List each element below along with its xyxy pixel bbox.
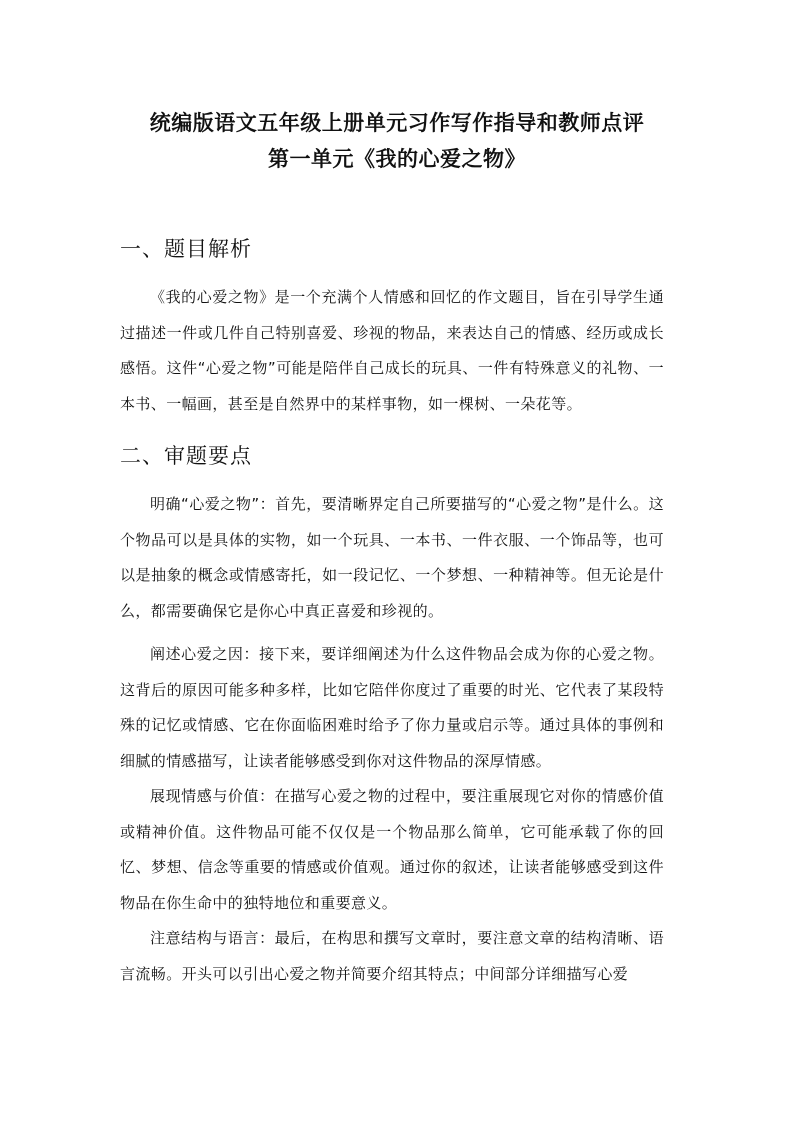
document-title: 统编版语文五年级上册单元习作写作指导和教师点评 [149, 110, 645, 135]
section-heading-topic-analysis: 一、题目解析 [120, 237, 252, 261]
key-point-paragraph-emotion-value: 展现情感与价值：在描写心爱之物的过程中，要注重展现它对你的情感价值或精神价值。这件物品可能不仅仅是一个物品那么简单，它可能承载了你的回忆、梦想、信念等重要的情感或价值观。通过你的叙述，让读者能够感受到这件物品在你生命中的独特地位和重要意义。 [120, 787, 664, 912]
key-point-paragraph-reason: 阐述心爱之因：接下来，要详细阐述为什么这件物品会成为你的心爱之物。这背后的原因可能多种多样，比如它陪伴你度过了重要的时光、它代表了某段特殊的记忆或情感、它在你面临困难时给予了你力量或启示等。通过具体的事例和细腻的情感描写，让读者能够感受到你对这件物品的深厚情感。 [120, 645, 664, 770]
document-subtitle: 第一单元《我的心爱之物》 [268, 146, 526, 171]
section-heading-key-points: 二、审题要点 [120, 444, 252, 468]
topic-analysis-paragraph: 《我的心爱之物》是一个充满个人情感和回忆的作文题目，旨在引导学生通过描述一件或几件自己特别喜爱、珍视的物品，来表达自己的情感、经历或成长感悟。这件“心爱之物”可能是陪伴自己成长的玩具、一件有特殊意义的礼物、一本书、一幅画，甚至是自然界中的某样事物，如一棵树、一朵花等。 [120, 288, 664, 413]
key-point-paragraph-define-object: 明确“心爱之物”：首先，要清晰界定自己所要描写的“心爱之物”是什么。这个物品可以是具体的实物，如一个玩具、一本书、一件衣服、一个饰品等，也可以是抽象的概念或情感寄托，如一段记忆、一个梦想、一种精神等。但无论是什么，都需要确保它是你心中真正喜爱和珍视的。 [120, 495, 664, 620]
key-point-paragraph-structure-language: 注意结构与语言：最后，在构思和撰写文章时，要注意文章的结构清晰、语言流畅。开头可以引出心爱之物并简要介绍其特点；中间部分详细描写心爱 [120, 929, 664, 983]
